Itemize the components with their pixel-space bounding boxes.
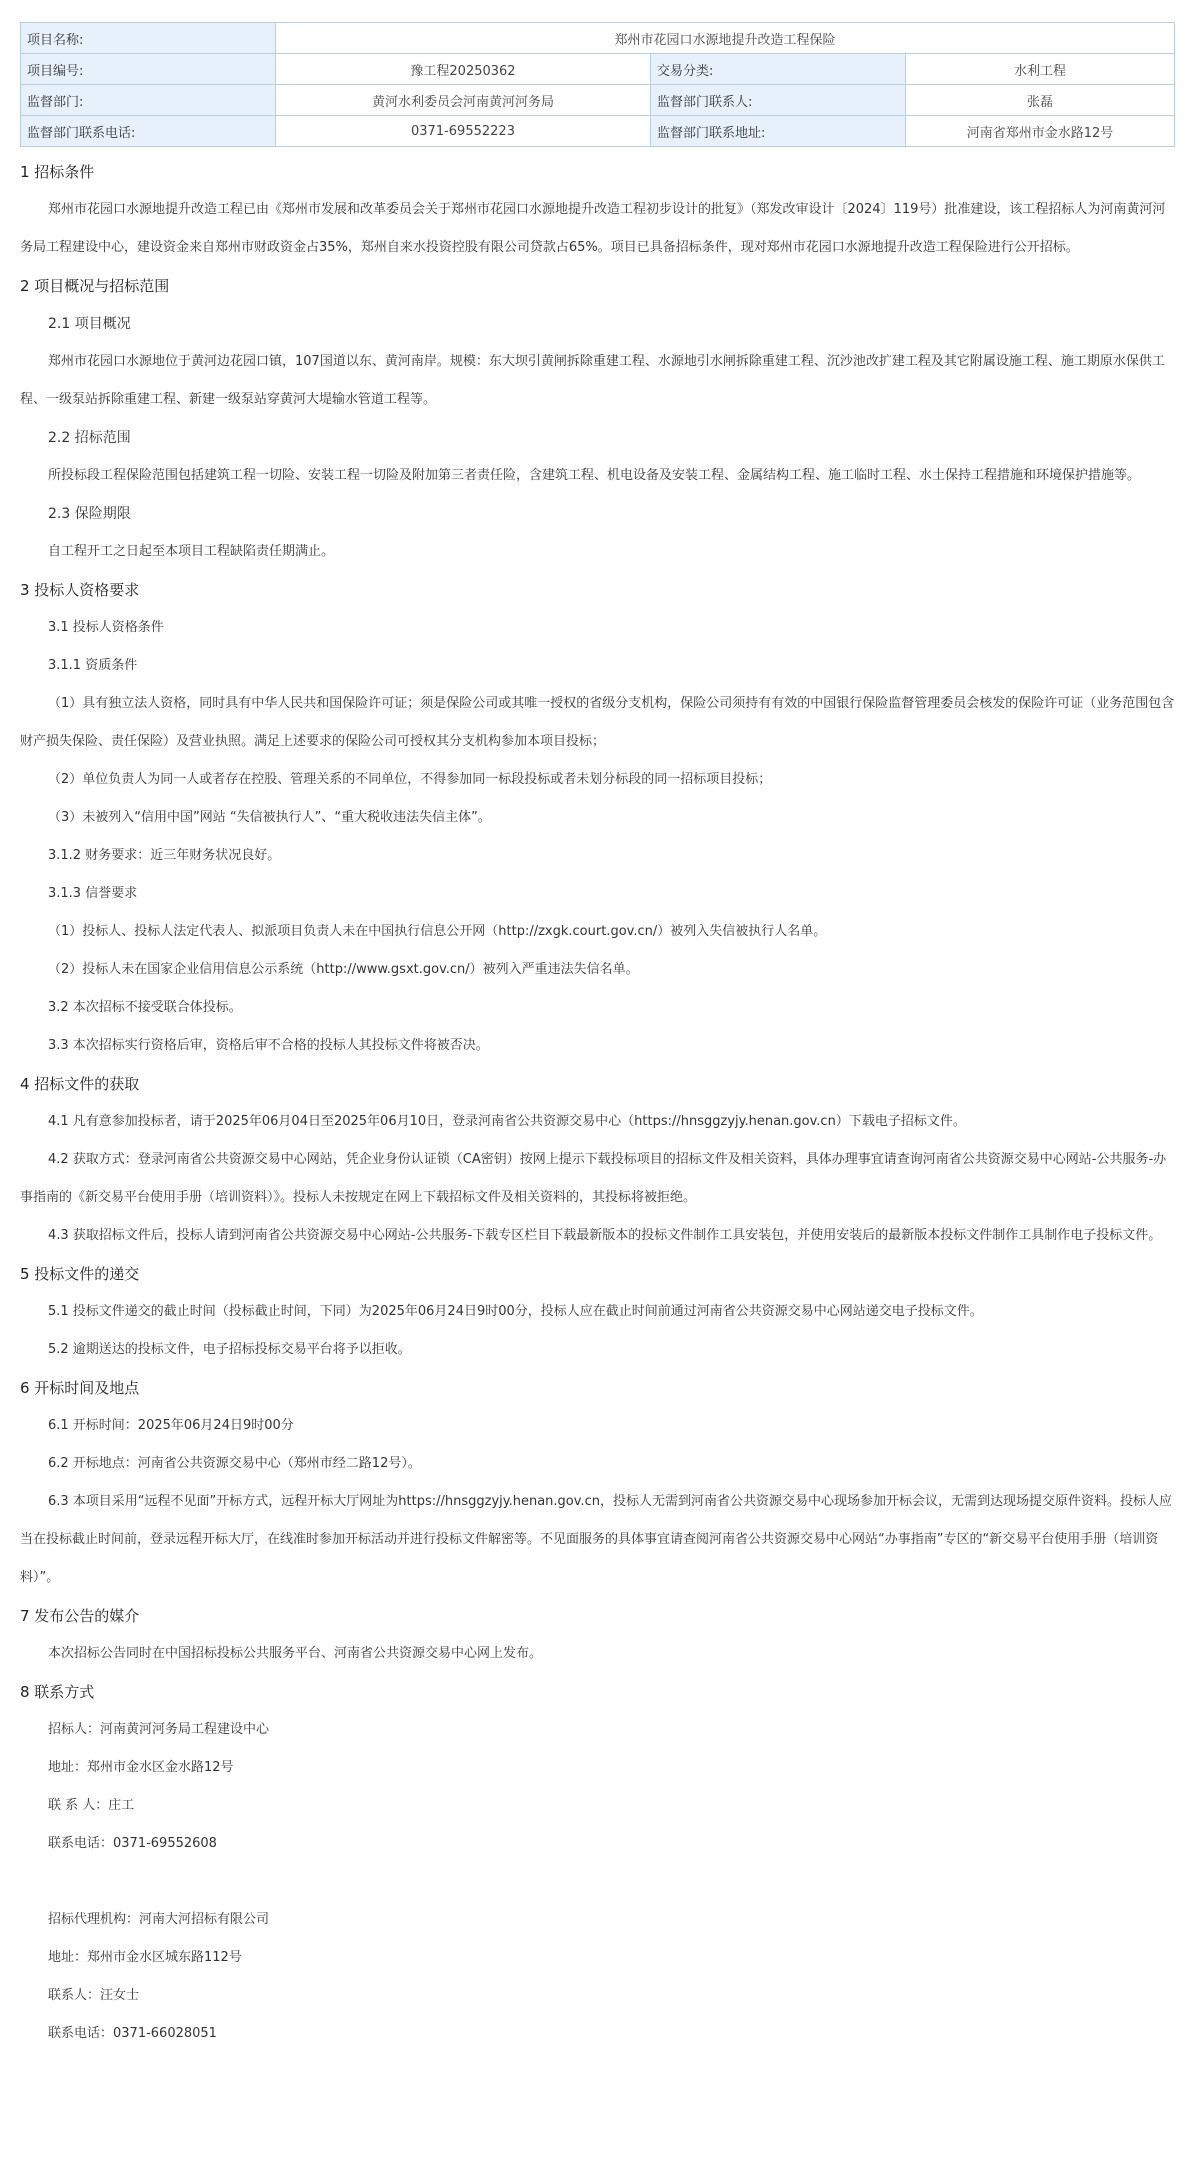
- project-name-value: 郑州市花园口水源地提升改造工程保险: [276, 23, 1175, 54]
- notice-body: [20, 147, 1175, 2053]
- subsection-2-2-title: 2.2 招标范围: [48, 430, 131, 446]
- item-3-3: 3.3 本次招标实行资格后审，资格后审不合格的投标人其投标文件将被否决。: [48, 1038, 489, 1053]
- trade-type-label: 交易分类:: [651, 54, 906, 85]
- supervisor-label: 监督部门:: [21, 85, 276, 116]
- agent-address: 地址：郑州市金水区城东路112号: [48, 1950, 242, 1965]
- trade-type-value: 水利工程: [906, 54, 1175, 85]
- supervisor-contact-value: 张磊: [906, 85, 1175, 116]
- project-name-label: 项目名称:: [21, 23, 276, 54]
- supervisor-addr-label: 监督部门联系地址:: [651, 116, 906, 147]
- subsection-2-2-text: 所投标段工程保险范围包括建筑工程一切险、安装工程一切险及附加第三者责任险，含建筑工程、机电设备及安装工程、金属结构工程、施工临时工程、水土保持工程措施和环境保护措施等。: [48, 468, 1141, 483]
- section-7-paragraph: 本次招标公告同时在中国招标投标公共服务平台、河南省公共资源交易中心网上发布。: [48, 1646, 543, 1661]
- supervisor-phone-value: 0371-69552223: [276, 116, 651, 147]
- project-no-label: 项目编号:: [21, 54, 276, 85]
- section-6-title: 6 开标时间及地点: [20, 1379, 140, 1397]
- item-3-2: 3.2 本次招标不接受联合体投标。: [48, 1000, 242, 1015]
- table-row: [21, 85, 1175, 116]
- table-row: [21, 23, 1175, 54]
- section-7-title: 7 发布公告的媒介: [20, 1607, 140, 1625]
- tenderer-name: 招标人：河南黄河河务局工程建设中心: [48, 1722, 270, 1737]
- project-no-value: 豫工程20250362: [276, 54, 651, 85]
- section-4-title: 4 招标文件的获取: [20, 1075, 140, 1093]
- item-5-2: 5.2 逾期送达的投标文件，电子招标投标交易平台将予以拒收。: [48, 1342, 411, 1357]
- subsection-2-3-text: 自工程开工之日起至本项目工程缺陷责任期满止。: [48, 544, 335, 559]
- supervisor-phone-label: 监督部门联系电话:: [21, 116, 276, 147]
- item-3-1-2: 3.1.2 财务要求：近三年财务状况良好。: [48, 848, 281, 863]
- supervisor-value: 黄河水利委员会河南黄河河务局: [276, 85, 651, 116]
- item-3-1-1: 3.1.1 资质条件: [48, 658, 138, 673]
- item-3-1-3-1: （1）投标人、投标人法定代表人、拟派项目负责人未在中国执行信息公开网（http://zxgk.court.gov.cn/）被列入失信被执行人名单。: [48, 924, 827, 939]
- item-3-1-3: 3.1.3 信誉要求: [48, 886, 138, 901]
- section-2-title: 2 项目概况与招标范围: [20, 277, 170, 295]
- subsection-2-1-text: 郑州市花园口水源地位于黄河边花园口镇，107国道以东、黄河南岸。规模：东大坝引黄闸拆除重建工程、水源地引水闸拆除重建工程、沉沙池改扩建工程及其它附属设施工程、施工期原水保供工程、一级泵站拆除重建工程、新建一级泵站穿黄河大堤输水管道工程等。: [20, 354, 1165, 407]
- section-3-title: 3 投标人资格要求: [20, 581, 140, 599]
- supervisor-addr-value: 河南省郑州市金水路12号: [906, 116, 1175, 147]
- tenderer-address: 地址：郑州市金水区金水路12号: [48, 1760, 234, 1775]
- section-8-title: 8 联系方式: [20, 1683, 95, 1701]
- subsection-2-3-title: 2.3 保险期限: [48, 506, 131, 522]
- item-3-1-1-1: （1）具有独立法人资格，同时具有中华人民共和国保险许可证；须是保险公司或其唯一授权的省级分支机构，保险公司须持有有效的中国银行保险监督管理委员会核发的保险许可证（业务范围包含财产损失保险、责任保险）及营业执照。满足上述要求的保险公司可授权其分支机构参加本项目投标；: [20, 696, 1175, 749]
- table-row: [21, 116, 1175, 147]
- table-row: [21, 54, 1175, 85]
- item-4-2: 4.2 获取方式：登录河南省公共资源交易中心网站，凭企业身份认证锁（CA密钥）按网上提示下载投标项目的招标文件及相关资料，具体办理事宜请查询河南省公共资源交易中心网站-公共服务-办事指南的《新交易平台使用手册（培训资料）》。投标人未按规定在网上下载招标文件及相关资料的，其投标将被拒绝。: [20, 1152, 1167, 1205]
- item-3-1-1-3: （3）未被列入“信用中国”网站 “失信被执行人”、“重大税收违法失信主体”。: [48, 810, 491, 825]
- item-4-3: 4.3 获取招标文件后，投标人请到河南省公共资源交易中心网站-公共服务-下载专区栏目下载最新版本的投标文件制作工具安装包，并使用安装后的最新版本投标文件制作工具制作电子投标文件。: [48, 1228, 1162, 1243]
- item-6-3: 6.3 本项目采用“远程不见面”开标方式，远程开标大厅网址为https://hnsggzyjy.henan.gov.cn，投标人无需到河南省公共资源交易中心现场参加开标会议，无需到达现场提交原件资料。投标人应当在投标截止时间前，登录远程开标大厅，在线准时参加开标活动并进行投标文件解密等。不见面服务的具体事宜请查阅河南省公共资源交易中心网站“办事指南”专区的“新交易平台使用手册（培训资料）”。: [20, 1494, 1172, 1585]
- item-3-1-1-2: （2）单位负责人为同一人或者存在控股、管理关系的不同单位，不得参加同一标段投标或者未划分标段的同一招标项目投标；: [48, 772, 772, 787]
- tenderer-phone: 联系电话：0371-69552608: [48, 1836, 217, 1851]
- section-5-title: 5 投标文件的递交: [20, 1265, 140, 1283]
- item-3-1-3-2: （2）投标人未在国家企业信用信息公示系统（http://www.gsxt.gov.cn/）被列入严重违法失信名单。: [48, 962, 639, 977]
- section-1-title: 1 招标条件: [20, 163, 95, 181]
- item-4-1: 4.1 凡有意参加投标者，请于2025年06月04日至2025年06月10日，登录河南省公共资源交易中心（https://hnsggzyjy.henan.gov.cn）下载电子招标文件。: [48, 1114, 966, 1129]
- project-info-table: [20, 22, 1175, 147]
- subsection-2-1-title: 2.1 项目概况: [48, 316, 131, 332]
- item-6-1: 6.1 开标时间：2025年06月24日9时00分: [48, 1418, 294, 1433]
- agent-phone: 联系电话：0371-66028051: [48, 2026, 217, 2041]
- supervisor-contact-label: 监督部门联系人:: [651, 85, 906, 116]
- item-5-1: 5.1 投标文件递交的截止时间（投标截止时间，下同）为2025年06月24日9时00分，投标人应在截止时间前通过河南省公共资源交易中心网站递交电子投标文件。: [48, 1304, 983, 1319]
- tenderer-contact: 联 系 人：庄工: [48, 1798, 135, 1813]
- section-1-paragraph: 郑州市花园口水源地提升改造工程已由《郑州市发展和改革委员会关于郑州市花园口水源地提升改造工程初步设计的批复》（郑发改审设计〔2024〕119号）批准建设，该工程招标人为河南黄河河务局工程建设中心，建设资金来自郑州市财政资金占35%，郑州自来水投资控股有限公司贷款占65%。项目已具备招标条件，现对郑州市花园口水源地提升改造工程保险进行公开招标。: [20, 202, 1166, 255]
- agent-name: 招标代理机构：河南大河招标有限公司: [48, 1912, 270, 1927]
- item-6-2: 6.2 开标地点：河南省公共资源交易中心（郑州市经二路12号）。: [48, 1456, 421, 1471]
- item-3-1: 3.1 投标人资格条件: [48, 620, 164, 635]
- spacer: [20, 1863, 1175, 1901]
- agent-contact: 联系人：汪女士: [48, 1988, 140, 2003]
